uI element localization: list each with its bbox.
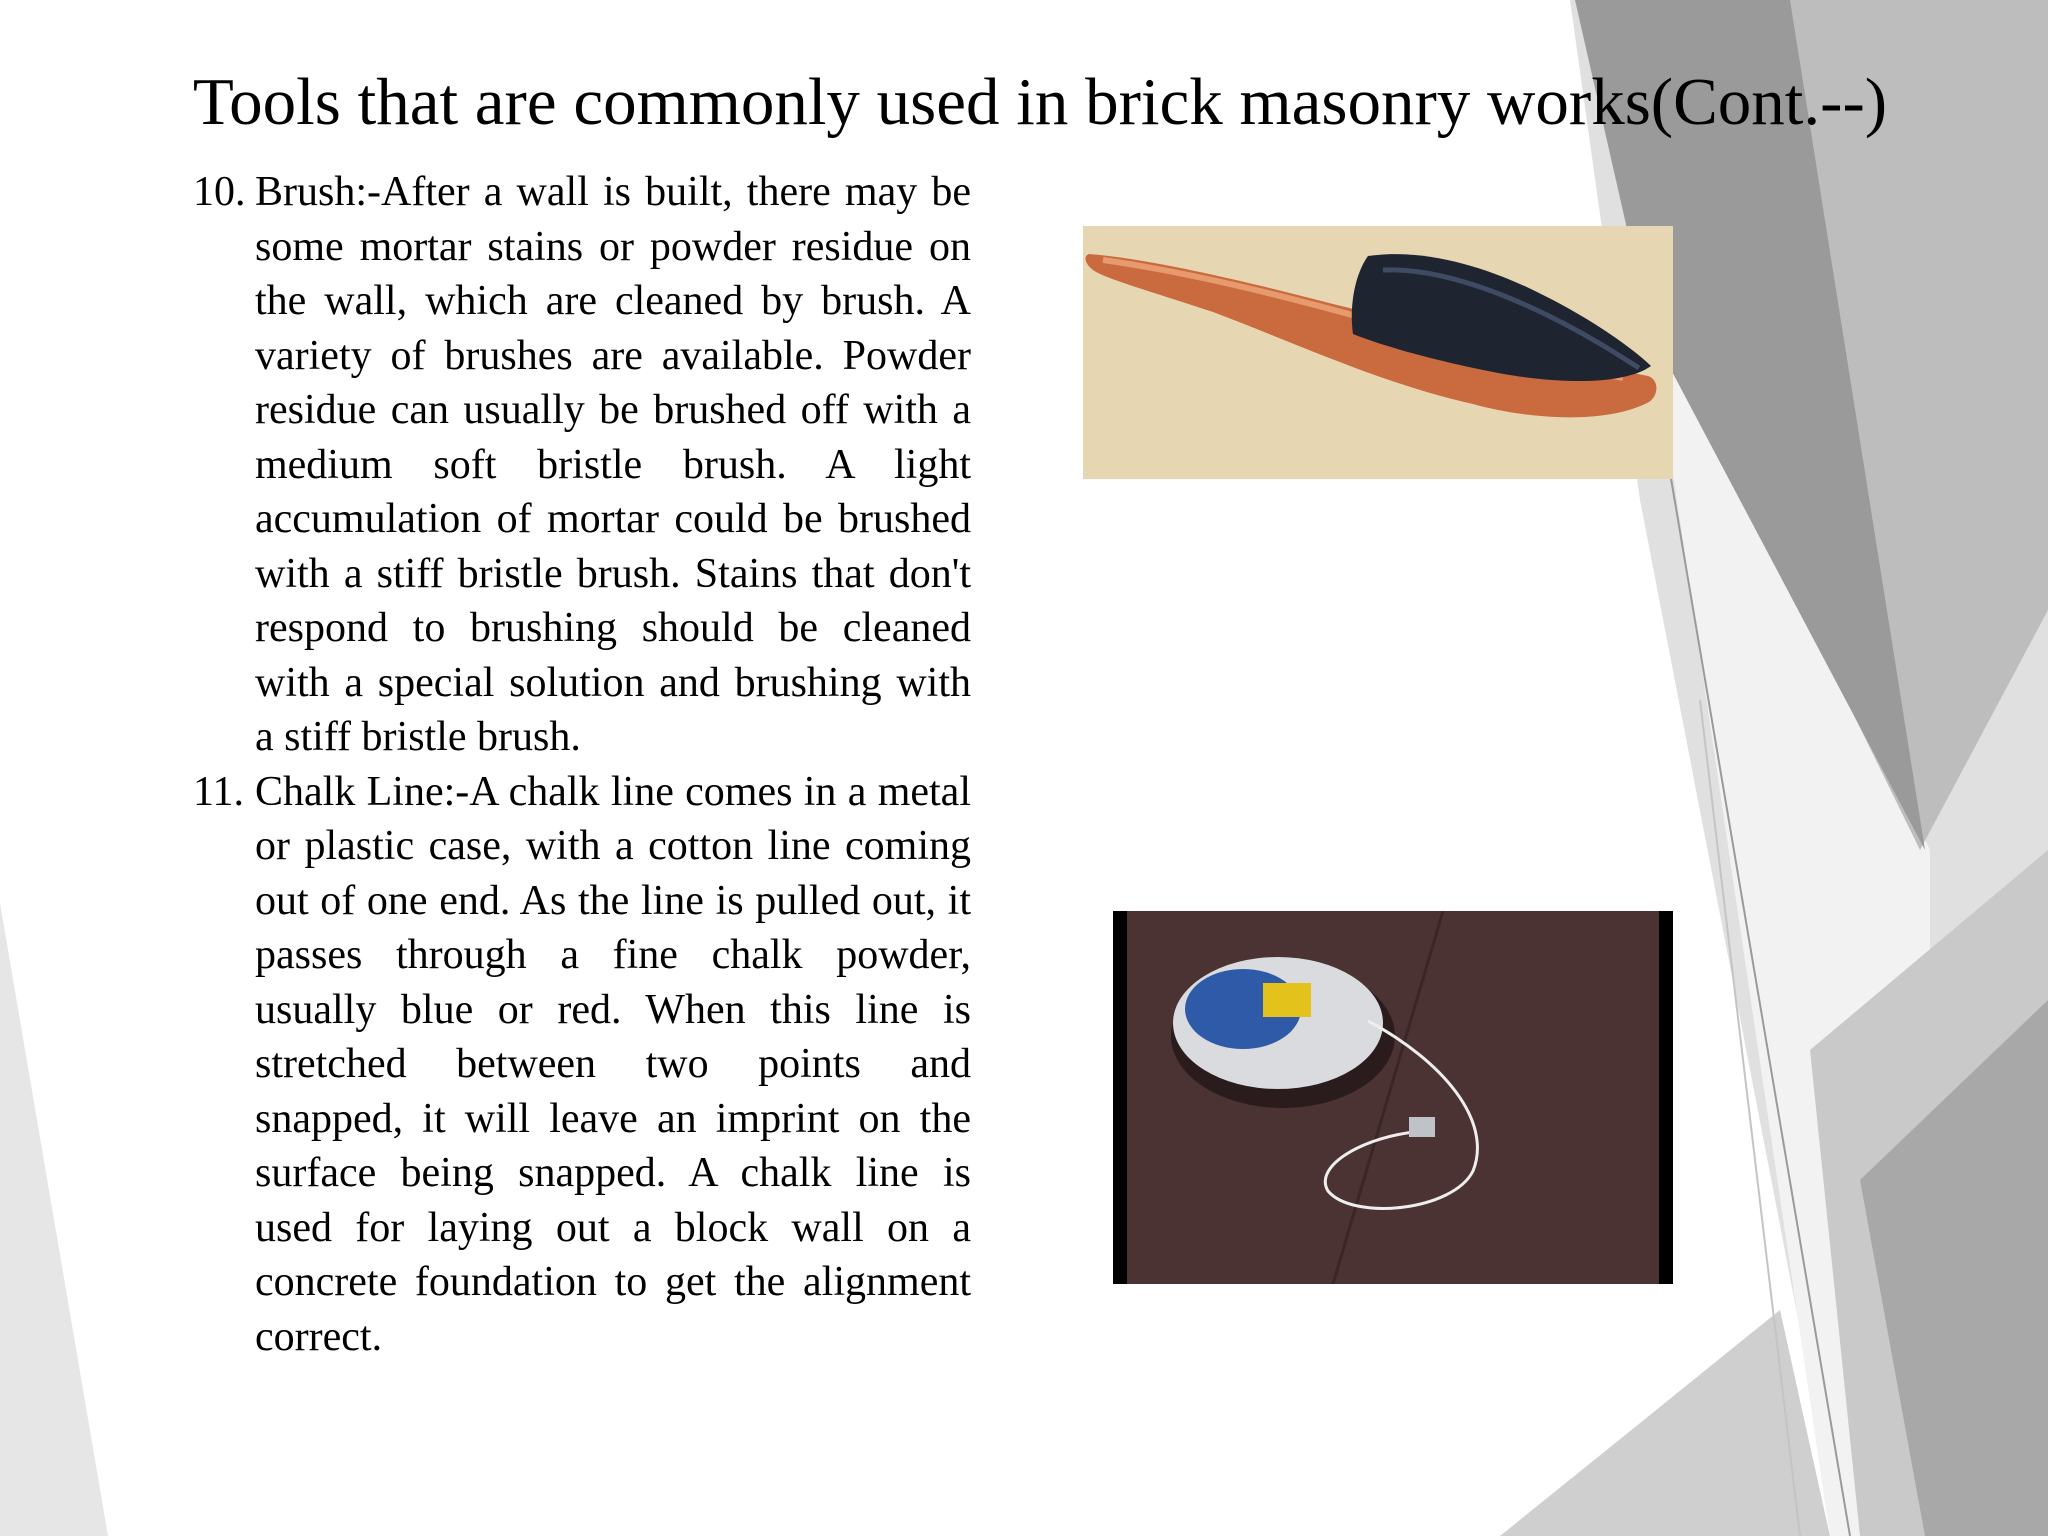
slide-title: Tools that are commonly used in brick masonry works(Cont.--) [192, 65, 1888, 139]
chalk-photo-floor [1127, 911, 1659, 1284]
background-shape-bottom-grey [1500, 1310, 1830, 1536]
brush-photo [1083, 226, 1673, 479]
background-shape-left-strip [0, 903, 108, 1536]
list-item-brush [193, 165, 971, 765]
list-item-text: Brush:-After a wall is built, there may be some mortar stains or powder residue on the wall, which are cleaned by brush. A variety of brushes are available. Powder residue can usually be brushed off with a medium soft bristle brush. A light accumulation of mortar could be brushed with a stiff bristle brush. Stains that don't respond to brushing should be cleaned with a special solution and brushing with a stiff bristle brush. [255, 169, 971, 760]
chalk-reel-label [1263, 983, 1311, 1017]
chalk-line-hook [1409, 1117, 1435, 1137]
list-item-text: Chalk Line:-A chalk line comes in a metal or plastic case, with a cotton line coming out of one end. As the line is pulled out, it passes through a fine chalk powder, usually blue or red. When this line is stretched between two points and snapped, it will leave an imprint on the surface being snapped. A chalk line is used for laying out a block wall on a concrete foundation to get the alignment correct. [255, 768, 971, 1360]
list-item-number: 11. [193, 768, 244, 815]
list-item-number: 10. [193, 169, 246, 215]
slide-content [193, 165, 971, 1364]
list-item-chalk-line [193, 765, 971, 1365]
chalk-line-photo [1113, 911, 1673, 1284]
